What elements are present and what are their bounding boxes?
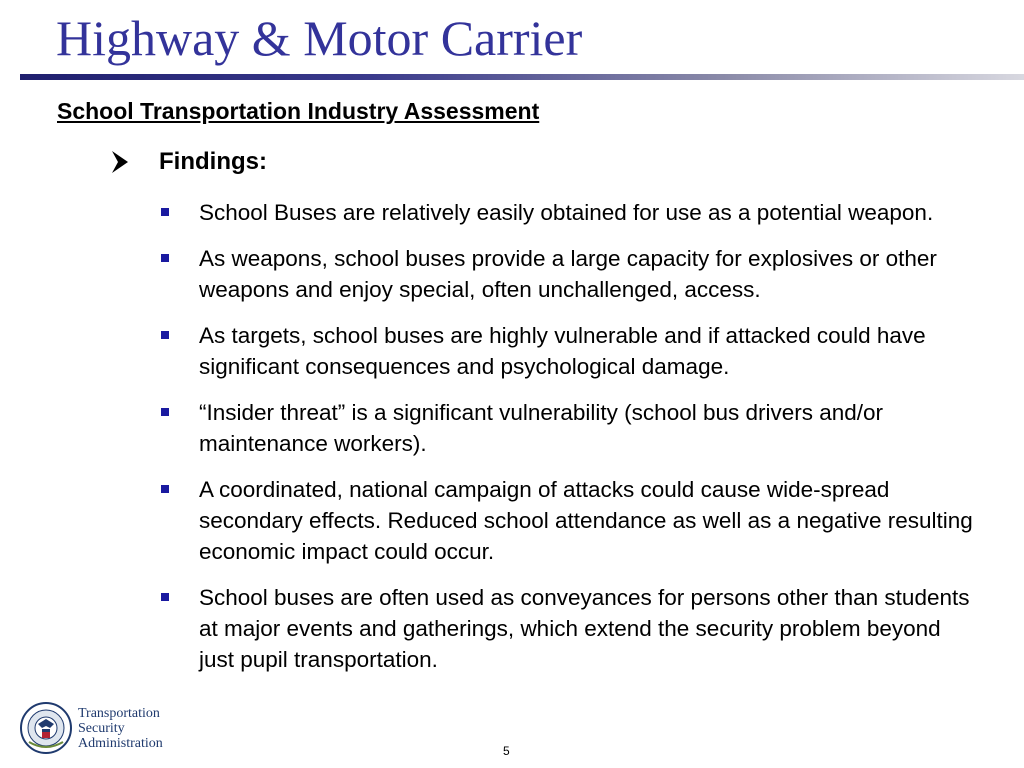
agency-name: [78, 706, 163, 751]
square-bullet-icon: [161, 331, 169, 339]
square-bullet-icon: [161, 485, 169, 493]
section-subtitle: School Transportation Industry Assessment: [57, 98, 540, 124]
list-item-text: As weapons, school buses provide a large capacity for explosives or other weapons and enjoy special, often unchallenged, access.: [199, 246, 937, 302]
list-item-text: A coordinated, national campaign of attacks could cause wide-spread secondary effects. Reduced school attendance as well as a negative resulting economic impact could occur.: [199, 477, 973, 564]
title-underline-rule: [20, 74, 1024, 80]
list-item: [159, 397, 979, 459]
square-bullet-icon: [161, 408, 169, 416]
square-bullet-icon: [161, 254, 169, 262]
list-item: [159, 474, 979, 567]
findings-label: Findings:: [159, 148, 267, 175]
tsa-logo: [20, 702, 163, 754]
findings-list: [159, 197, 979, 690]
list-item-text: School Buses are relatively easily obtained for use as a potential weapon.: [199, 200, 934, 225]
list-item-text: School buses are often used as conveyances for persons other than students at major events and gatherings, which extend the security problem beyond just pupil transportation.: [199, 585, 970, 672]
arrowhead-bullet-icon: [110, 149, 130, 175]
list-item: [159, 243, 979, 305]
agency-line: Security: [78, 720, 125, 736]
square-bullet-icon: [161, 593, 169, 601]
list-item-text: “Insider threat” is a significant vulnerability (school bus drivers and/or maintenance workers).: [199, 400, 884, 456]
square-bullet-icon: [161, 208, 169, 216]
agency-line: Administration: [78, 735, 163, 751]
list-item: [159, 582, 979, 675]
list-item: [159, 197, 979, 228]
findings-heading: [110, 148, 267, 176]
agency-line: Transportation: [78, 705, 160, 721]
dhs-seal-icon: [20, 702, 72, 754]
list-item: [159, 320, 979, 382]
page-number: 5: [503, 744, 510, 758]
slide-title: Highway & Motor Carrier: [56, 10, 583, 66]
list-item-text: As targets, school buses are highly vulnerable and if attacked could have significant consequences and psychological damage.: [199, 323, 926, 379]
